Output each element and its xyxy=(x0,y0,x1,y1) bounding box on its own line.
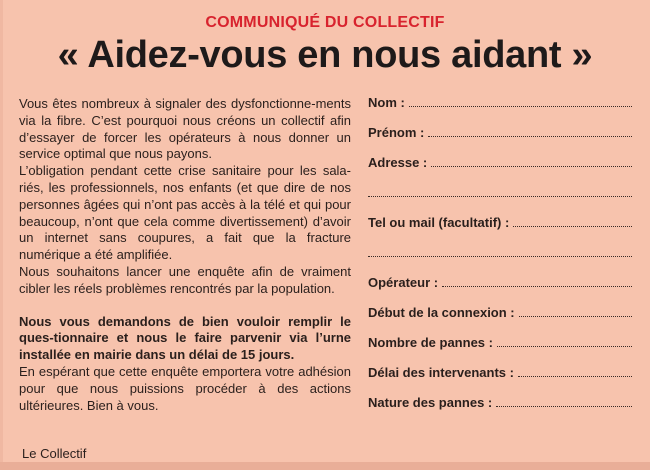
form-row-adresse[interactable] xyxy=(368,140,632,170)
field-nom[interactable] xyxy=(409,105,632,107)
form-row-adresse-2[interactable] xyxy=(368,170,632,200)
form-row-prenom[interactable] xyxy=(368,110,632,140)
label-delai: Délai des intervenants : xyxy=(368,365,514,380)
questionnaire-form xyxy=(368,96,632,410)
form-row-delai[interactable] xyxy=(368,350,632,380)
paragraph-intro: Vous êtes nombreux à signaler des dysfonctionne-ments via la fibre. C’est pourquoi nous créons un collectif afin d’essayer de forcer les opérateurs à nous donner un service optimal que nous payons. xyxy=(19,96,351,162)
body-text xyxy=(19,96,351,414)
signature: Le Collectif xyxy=(22,446,87,461)
label-nature: Nature des pannes : xyxy=(368,395,493,410)
form-row-tel-2[interactable] xyxy=(368,230,632,260)
paragraph-closing: En espérant que cette enquête emportera votre adhésion pour que nous puissions procéder à des actions ultérieures. Bien à vous. xyxy=(19,363,351,413)
field-prenom[interactable] xyxy=(428,135,632,137)
field-adresse-2[interactable] xyxy=(368,195,632,197)
bottom-border xyxy=(0,462,650,470)
field-operateur[interactable] xyxy=(442,285,632,287)
field-tel-2[interactable] xyxy=(368,255,632,257)
field-adresse[interactable] xyxy=(431,165,632,167)
paragraph-survey: Nous souhaitons lancer une enquête afin de vraiment cibler les réels problèmes rencontrés par la population. xyxy=(19,263,351,296)
form-row-nom[interactable] xyxy=(368,96,632,110)
label-adresse: Adresse : xyxy=(368,155,428,170)
form-row-debut[interactable] xyxy=(368,290,632,320)
kicker-label: COMMUNIQUÉ DU COLLECTIF xyxy=(205,14,445,31)
field-nature[interactable] xyxy=(496,405,632,407)
field-delai[interactable] xyxy=(518,375,632,377)
label-pannes: Nombre de pannes : xyxy=(368,335,493,350)
label-prenom: Prénom : xyxy=(368,125,425,140)
form-row-operateur[interactable] xyxy=(368,260,632,290)
label-tel: Tel ou mail (facultatif) : xyxy=(368,215,510,230)
form-row-tel[interactable] xyxy=(368,200,632,230)
form-row-pannes[interactable] xyxy=(368,320,632,350)
label-debut: Début de la connexion : xyxy=(368,305,515,320)
label-operateur: Opérateur : xyxy=(368,275,439,290)
form-row-nature[interactable] xyxy=(368,380,632,410)
paragraph-request: Nous vous demandons de bien vouloir remplir le ques-tionnaire et nous le faire parvenir via l’urne installée en mairie dans un délai de 15 jours. xyxy=(19,313,351,363)
label-nom: Nom : xyxy=(368,95,405,110)
page-title: « Aidez-vous en nous aidant » xyxy=(57,34,593,76)
field-pannes[interactable] xyxy=(497,345,632,347)
field-tel[interactable] xyxy=(513,225,632,227)
paragraph-crisis: L’obligation pendant cette crise sanitaire pour les sala-riés, les professionnels, nos enfants (et que dire de nos personnes âgées qui n’ont pas accès à la télé et qui pour beaucoup, n’ont que cela comme divertissement) d’avoir un internet sans coupures, a fait que la fracture numérique a été amplifiée. xyxy=(19,163,351,263)
field-debut[interactable] xyxy=(519,315,632,317)
